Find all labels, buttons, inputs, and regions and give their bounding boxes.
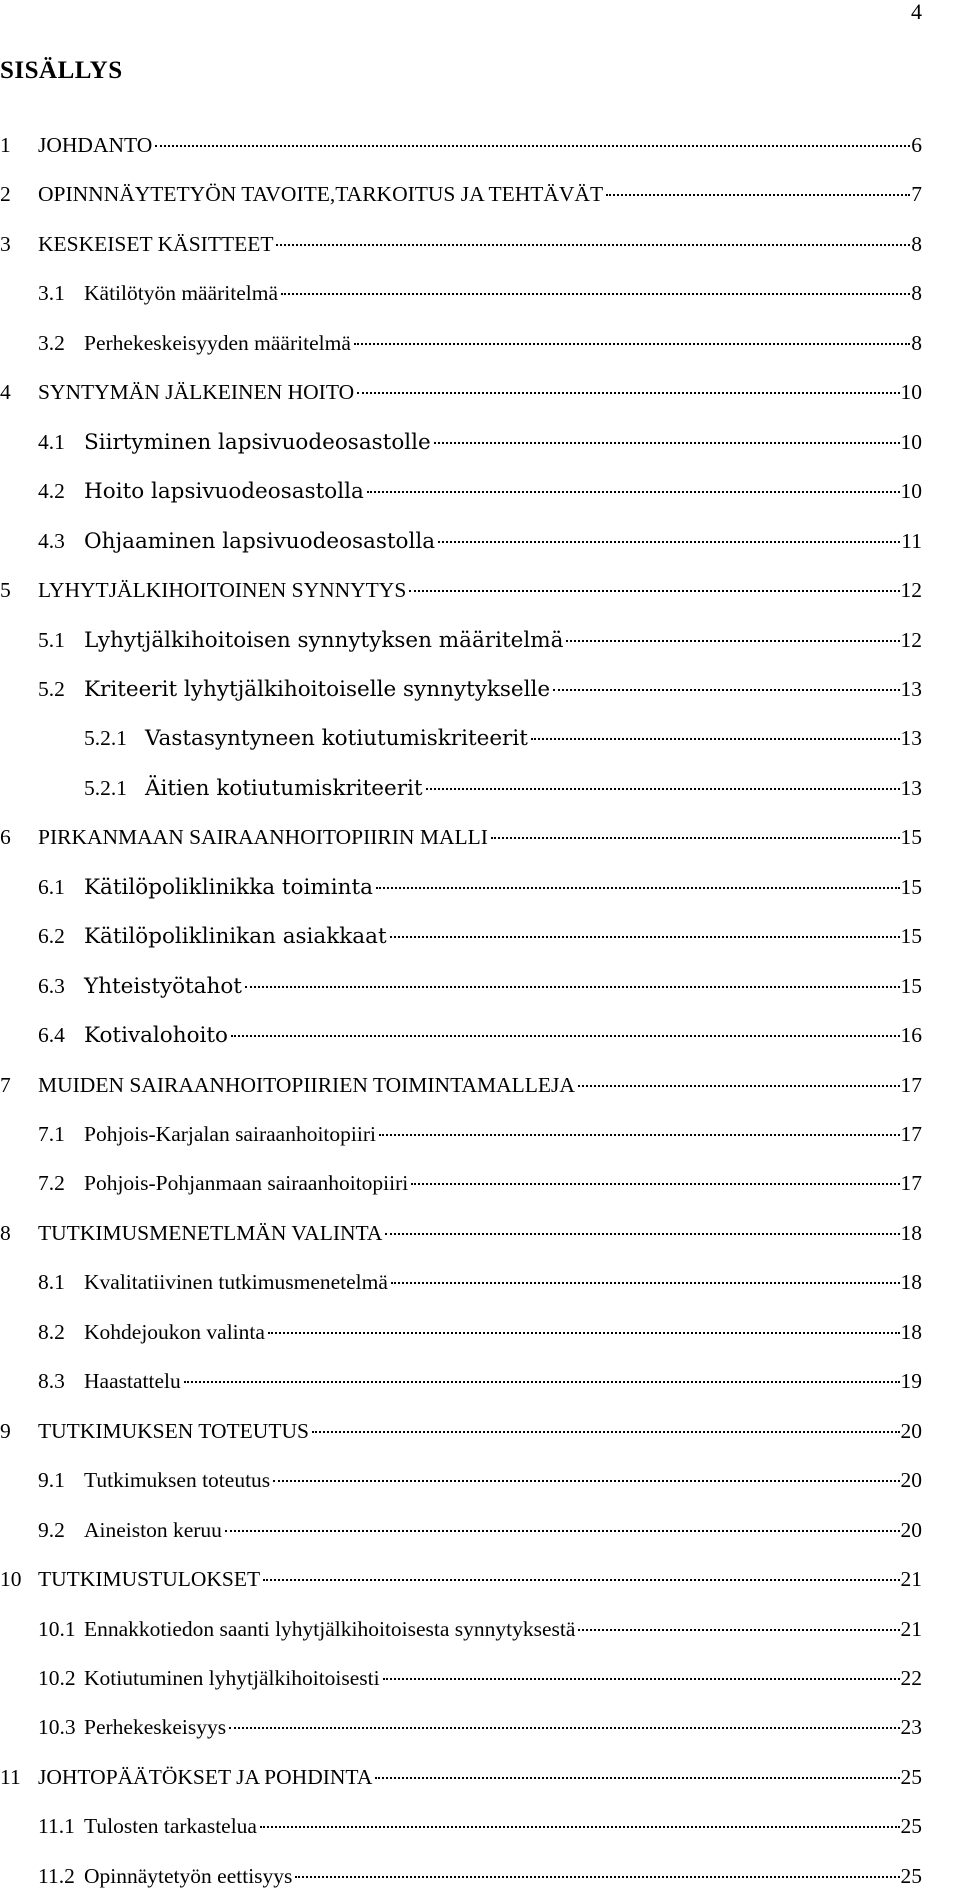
dot-leader xyxy=(357,392,899,394)
toc-entry[interactable] xyxy=(0,526,960,556)
dot-leader xyxy=(268,1332,900,1334)
toc-entry[interactable] xyxy=(0,1614,960,1644)
toc-entry[interactable] xyxy=(0,1218,960,1248)
toc-entry-title: JOHTOPÄÄTÖKSET JA POHDINTA xyxy=(38,1764,373,1789)
toc-entry-page: 7 xyxy=(911,182,922,207)
toc-entry-title: Ennakkotiedon saanti lyhytjälkihoitoisesta synnytyksestä xyxy=(84,1616,576,1641)
toc-entry-number: 5.2 xyxy=(38,676,65,701)
toc-entry[interactable] xyxy=(0,1564,960,1594)
dot-leader xyxy=(376,887,900,889)
toc-entry[interactable] xyxy=(0,130,960,160)
toc-entry-title: Pohjois-Pohjanmaan sairaanhoitopiiri xyxy=(84,1171,409,1196)
dot-leader xyxy=(184,1381,900,1383)
toc-entry-page: 21 xyxy=(900,1567,922,1592)
toc-entry[interactable] xyxy=(0,773,960,803)
dot-leader xyxy=(225,1530,900,1532)
toc-entry-number: 5 xyxy=(0,578,11,603)
toc-entry[interactable] xyxy=(0,1811,960,1841)
toc-entry-number: 10.2 xyxy=(38,1665,76,1690)
toc-entry[interactable] xyxy=(0,1267,960,1297)
toc-entry-number: 9.1 xyxy=(38,1468,65,1493)
toc-entry-page: 20 xyxy=(900,1517,922,1542)
toc-entry-page: 13 xyxy=(900,676,922,701)
toc-entry-page: 15 xyxy=(900,924,922,949)
toc-entry-title: JOHDANTO xyxy=(38,133,153,157)
dot-leader xyxy=(354,343,910,345)
toc-entry-number: 3 xyxy=(0,231,11,256)
toc-entry-page: 17 xyxy=(900,1122,922,1146)
dot-leader xyxy=(411,1183,899,1185)
toc-entry-title: Kätilötyön määritelmä xyxy=(84,281,279,306)
toc-entry-page: 13 xyxy=(900,726,922,751)
toc-entry[interactable] xyxy=(0,1861,960,1891)
dot-leader xyxy=(553,689,899,691)
toc-entry[interactable] xyxy=(0,1416,960,1446)
toc-entry-page: 15 xyxy=(900,973,922,998)
toc-entry-title: TUTKIMUSMENETLMÄN VALINTA xyxy=(38,1220,383,1245)
toc-entry-page: 19 xyxy=(900,1369,922,1394)
toc-entry-number: 7.1 xyxy=(38,1122,65,1146)
toc-entry[interactable] xyxy=(0,1663,960,1693)
dot-leader xyxy=(263,1579,899,1581)
dot-leader xyxy=(390,936,900,938)
toc-entry-page: 15 xyxy=(900,874,922,899)
toc-entry-title: Siirtyminen lapsivuodeosastolle xyxy=(84,429,431,455)
toc-entry-number: 5.2.1 xyxy=(84,775,127,800)
toc-entry[interactable] xyxy=(0,1168,960,1198)
toc-entry[interactable] xyxy=(0,1070,960,1100)
toc-entry-number: 11.2 xyxy=(38,1863,75,1888)
toc-entry-page: 10 xyxy=(900,380,922,405)
dot-leader xyxy=(245,986,900,988)
toc-entry[interactable] xyxy=(0,822,960,852)
dot-leader xyxy=(375,1777,899,1779)
dot-leader xyxy=(260,1826,900,1828)
toc-entry-number: 4 xyxy=(0,380,11,405)
dot-leader xyxy=(606,194,910,196)
toc-entry-number: 6 xyxy=(0,825,11,850)
toc-entry-title: Kriteerit lyhytjälkihoitoiselle synnytykselle xyxy=(84,676,551,702)
toc-entry-title: Perhekeskeisyys xyxy=(84,1715,227,1740)
toc-entry-page: 8 xyxy=(911,330,922,355)
toc-entry-page: 13 xyxy=(900,775,922,800)
dot-leader xyxy=(385,1233,899,1235)
toc-entry-title: Hoito lapsivuodeosastolla xyxy=(84,479,364,505)
toc-entry-number: 8 xyxy=(0,1220,11,1245)
toc-entry-title: Yhteistyötahot xyxy=(84,973,242,999)
toc-entry-page: 25 xyxy=(900,1863,922,1888)
dot-leader xyxy=(312,1431,900,1433)
toc-entry-number: 5.1 xyxy=(38,627,65,652)
toc-entry-page: 18 xyxy=(900,1319,922,1344)
toc-entry-page: 25 xyxy=(900,1814,922,1839)
toc-entry-title: Pohjois-Karjalan sairaanhoitopiiri xyxy=(84,1122,376,1146)
dot-leader xyxy=(438,541,900,543)
toc-entry-title: Aineiston keruu xyxy=(84,1517,222,1542)
toc-entry[interactable] xyxy=(0,921,960,951)
toc-entry-title: LYHYTJÄLKIHOITOINEN SYNNYTYS xyxy=(38,578,407,603)
toc-heading: SISÄLLYS xyxy=(0,57,123,84)
toc-entry-number: 8.2 xyxy=(38,1319,65,1344)
toc-entry-title: Kätilöpoliklinikan asiakkaat xyxy=(84,924,387,950)
toc-entry[interactable] xyxy=(0,575,960,605)
toc-entry-title: Tutkimuksen toteutus xyxy=(84,1468,271,1493)
toc-entry[interactable] xyxy=(0,1465,960,1495)
toc-entry[interactable] xyxy=(0,723,960,753)
dot-leader xyxy=(231,1035,900,1037)
toc-entry[interactable] xyxy=(0,427,960,457)
toc-entry-number: 4.1 xyxy=(38,429,65,454)
dot-leader xyxy=(273,1480,899,1482)
toc-entry[interactable] xyxy=(0,377,960,407)
toc-entry-page: 17 xyxy=(900,1171,922,1196)
toc-entry-page: 23 xyxy=(900,1715,922,1740)
dot-leader xyxy=(531,738,900,740)
toc-entry-page: 18 xyxy=(900,1270,922,1295)
dot-leader xyxy=(379,1134,900,1136)
toc-entry-page: 6 xyxy=(911,133,922,157)
toc-entry-title: Kätilöpoliklinikka toiminta xyxy=(84,874,373,900)
toc-entry-title: Tulosten tarkastelua xyxy=(84,1814,257,1839)
toc-entry-number: 6.2 xyxy=(38,924,65,949)
dot-leader xyxy=(281,293,910,295)
toc-entry[interactable] xyxy=(0,1515,960,1545)
toc-entry-number: 3.1 xyxy=(38,281,65,306)
dot-leader xyxy=(578,1629,899,1631)
toc-entry-number: 7 xyxy=(0,1072,11,1097)
toc-entry-number: 7.2 xyxy=(38,1171,65,1196)
toc-entry-number: 6.3 xyxy=(38,973,65,998)
toc-entry-title: Vastasyntyneen kotiutumiskriteerit xyxy=(145,726,528,752)
toc-entry-number: 10.1 xyxy=(38,1616,76,1641)
toc-entry-title: Perhekeskeisyyden määritelmä xyxy=(84,330,351,355)
toc-entry-title: Haastattelu xyxy=(84,1369,181,1394)
dot-leader xyxy=(409,590,899,592)
toc-entry-page: 17 xyxy=(900,1072,922,1097)
toc-entry-number: 8.3 xyxy=(38,1369,65,1394)
toc-entry[interactable] xyxy=(0,179,960,209)
toc-entry-page: 18 xyxy=(900,1220,922,1245)
toc-entry-page: 8 xyxy=(911,281,922,306)
dot-leader xyxy=(229,1727,899,1729)
toc-entry[interactable] xyxy=(0,1712,960,1742)
toc-entry-title: PIRKANMAAN SAIRAANHOITOPIIRIN MALLI xyxy=(38,825,488,850)
toc-entry-number: 9.2 xyxy=(38,1517,65,1542)
toc-entry-title: Kotiutuminen lyhytjälkihoitoisesti xyxy=(84,1665,380,1690)
dot-leader xyxy=(155,145,910,147)
toc-entry-title: MUIDEN SAIRAANHOITOPIIRIEN TOIMINTAMALLEJA xyxy=(38,1072,575,1097)
toc-entry[interactable] xyxy=(0,872,960,902)
toc-entry-page: 25 xyxy=(900,1764,922,1789)
toc-entry-number: 1 xyxy=(0,133,11,157)
toc-entry-title: Opinnäytetyön eettisyys xyxy=(84,1863,293,1888)
toc-entry[interactable] xyxy=(0,971,960,1001)
toc-entry-page: 22 xyxy=(900,1665,922,1690)
dot-leader xyxy=(578,1085,900,1087)
toc-entry-title: KESKEISET KÄSITTEET xyxy=(38,231,274,256)
toc-entry-title: SYNTYMÄN JÄLKEINEN HOITO xyxy=(38,380,355,405)
dot-leader xyxy=(566,640,899,642)
toc-entry-number: 11 xyxy=(0,1764,21,1789)
toc-entry-page: 10 xyxy=(900,429,922,454)
toc-entry[interactable] xyxy=(0,1762,960,1792)
toc-entry-number: 11.1 xyxy=(38,1814,75,1839)
toc-entry-number: 5.2.1 xyxy=(84,726,127,751)
dot-leader xyxy=(383,1678,900,1680)
toc-entry[interactable] xyxy=(0,1119,960,1149)
toc-entry[interactable] xyxy=(0,328,960,358)
dot-leader xyxy=(391,1282,900,1284)
toc-entry[interactable] xyxy=(0,1020,960,1050)
toc-entry-title: Äitien kotiutumiskriteerit xyxy=(145,775,423,801)
toc-entry-number: 10 xyxy=(0,1567,22,1592)
toc-entry[interactable] xyxy=(0,1366,960,1396)
toc-entry-number: 4.3 xyxy=(38,528,65,553)
toc-entry-page: 20 xyxy=(900,1418,922,1443)
toc-entry-number: 9 xyxy=(0,1418,11,1443)
toc-entry-page: 20 xyxy=(900,1468,922,1493)
toc-entry-page: 12 xyxy=(900,578,922,603)
toc-entry-title: Kotivalohoito xyxy=(84,1023,228,1049)
dot-leader xyxy=(276,244,910,246)
toc-entry-page: 8 xyxy=(911,231,922,256)
toc-entry[interactable] xyxy=(0,674,960,704)
dot-leader xyxy=(426,788,900,790)
toc-entry[interactable] xyxy=(0,625,960,655)
toc-entry-page: 11 xyxy=(901,528,922,553)
toc-entry-page: 21 xyxy=(900,1616,922,1641)
toc-entry-title: Ohjaaminen lapsivuodeosastolla xyxy=(84,528,436,554)
toc-entry-title: TUTKIMUSTULOKSET xyxy=(38,1567,261,1592)
dot-leader xyxy=(491,837,900,839)
toc-entry-number: 6.4 xyxy=(38,1023,65,1048)
dot-leader xyxy=(367,491,900,493)
toc-entry[interactable] xyxy=(0,1317,960,1347)
dot-leader xyxy=(295,1876,899,1878)
toc-entry-number: 2 xyxy=(0,182,11,207)
toc-entry-page: 16 xyxy=(900,1023,922,1048)
toc-entry-title: Kohdejoukon valinta xyxy=(84,1319,265,1344)
page-number: 4 xyxy=(911,0,922,24)
toc-entry[interactable] xyxy=(0,278,960,308)
toc-entry-title: TUTKIMUKSEN TOTEUTUS xyxy=(38,1418,309,1443)
dot-leader xyxy=(434,442,900,444)
toc-entry[interactable] xyxy=(0,229,960,259)
toc-entry-title: Kvalitatiivinen tutkimusmenetelmä xyxy=(84,1270,388,1295)
toc-entry-title: OPINNNÄYTETYÖN TAVOITE,TARKOITUS JA TEHTÄVÄT xyxy=(38,182,604,207)
toc-entry-number: 6.1 xyxy=(38,874,65,899)
toc-entry-title: Lyhytjälkihoitoisen synnytyksen määritelmä xyxy=(84,627,564,653)
toc-entry-number: 3.2 xyxy=(38,330,65,355)
toc-entry-number: 4.2 xyxy=(38,479,65,504)
toc-entry-number: 8.1 xyxy=(38,1270,65,1295)
toc-entry-number: 10.3 xyxy=(38,1715,76,1740)
toc-entry-page: 15 xyxy=(900,825,922,850)
toc-entry[interactable] xyxy=(0,476,960,506)
toc-entry-page: 10 xyxy=(900,479,922,504)
toc-entry-page: 12 xyxy=(900,627,922,652)
